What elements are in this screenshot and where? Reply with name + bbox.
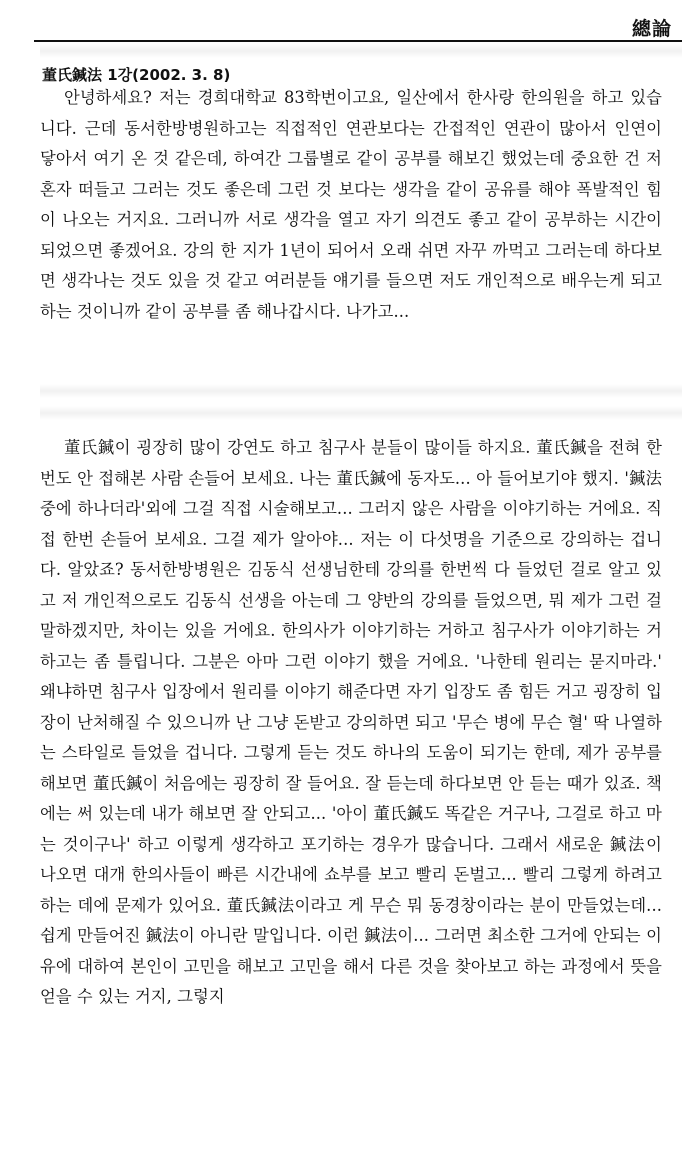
- lecture-heading: 董氏鍼法 1강(2002. 3. 8): [42, 66, 231, 84]
- running-header-title: 總論: [631, 18, 672, 40]
- header-rule: [34, 40, 682, 42]
- body-paragraph: 董氏鍼이 굉장히 많이 강연도 하고 침구사 분들이 많이들 하지요. 董氏鍼을 전혀 한번도 안 접해본 사람 손들어 보세요. 나는 董氏鍼에 동자도... 아 들어보기야 했지. '鍼法중에 하나더라'외에 그걸 직접 시술해보고... 그러지 않은 사람을 이야기하는 거에요. 직접 한번 손들어 보세요. 그걸 제가 알아야... 저는 이 다섯명을 기준으로 강의하는 겁니다. 알았죠? 동서한방병원은 김동식 선생님한테 강의를 한번씩 다 들었던 걸로 알고 있고 저 개인적으로도 김동식 선생을 아는데 그 양반의 강의를 들었으면, 뭐 제가 그런 걸 말하겠지만, 차이는 있을 거에요. 한의사가 이야기하는 거하고 침구사가 이야기하는 거하고는 좀 틀립니다. 그분은 아마 그런 이야기 했을 거에요. '나한테 원리는 묻지마라.' 왜냐하면 침구사 입장에서 원리를 이야기 해준다면 자기 입장도 좀 힘든 거고 굉장히 입장이 난처해질 수 있으니까 난 그냥 돈받고 강의하면 되고 '무슨 병에 무슨 혈' 딱 나열하는 스타일로 들었을 겁니다. 그렇게 듣는 것도 하나의 도움이 되기는 한데, 제가 공부를 해보면 董氏鍼이 처음에는 굉장히 잘 들어요. 잘 듣는데 하다보면 안 듣는 때가 있죠. 책에는 써 있는데 내가 해보면 잘 안되고... '아이 董氏鍼도 똑같은 거구나, 그걸로 하고 마는 것이구나' 하고 이렇게 생각하고 포기하는 경우가 많습니다. 그래서 새로운 鍼法이 나오면 대개 한의사들이 빠른 시간내에 쇼부를 보고 빨리 돈벌고... 빨리 그렇게 하려고 하는 데에 문제가 있어요. 董氏鍼法이라고 게 무슨 뭐 동경창이라는 분이 만들었는데... 쉽게 만들어진 鍼法이 아니란 말입니다. 이런 鍼法이... 그러면 최소한 그거에 안되는 이유에 대하여 본인이 고민을 해보고 고민을 해서 다른 것을 찾아보고 하는 과정에서 뜻을 얻을 수 있는 거지, 그렇지: [40, 438, 662, 1006]
- bleed-through-shadow: [40, 44, 682, 58]
- body-paragraph: 안녕하세요? 저는 경희대학교 83학번이고요, 일산에서 한사랑 한의원을 하고 있습니다. 근데 동서한방병원하고는 직접적인 연관보다는 간접적인 연관이 많아서 인연이 닿아서 여기 온 것 같은데, 하여간 그룹별로 같이 공부를 해보긴 했었는데 중요한 건 저 혼자 떠들고 그러는 것도 좋은데 그런 것 보다는 생각을 같이 공유를 해야 폭발적인 힘이 나오는 거지요. 그러니까 서로 생각을 열고 자기 의견도 좋고 같이 공부하는 시간이 되었으면 좋겠어요. 강의 한 지가 1년이 되어서 오래 쉬면 자꾸 까먹고 그러는데 하다보면 생각나는 것도 있을 것 같고 여러분들 얘기를 들으면 저도 개인적으로 배우는게 되고 하는 것이니까 같이 공부를 좀 해나갑시다. 나가고...: [40, 88, 662, 321]
- bleed-through-shadow: [40, 384, 682, 398]
- bleed-through-shadow: [40, 406, 682, 420]
